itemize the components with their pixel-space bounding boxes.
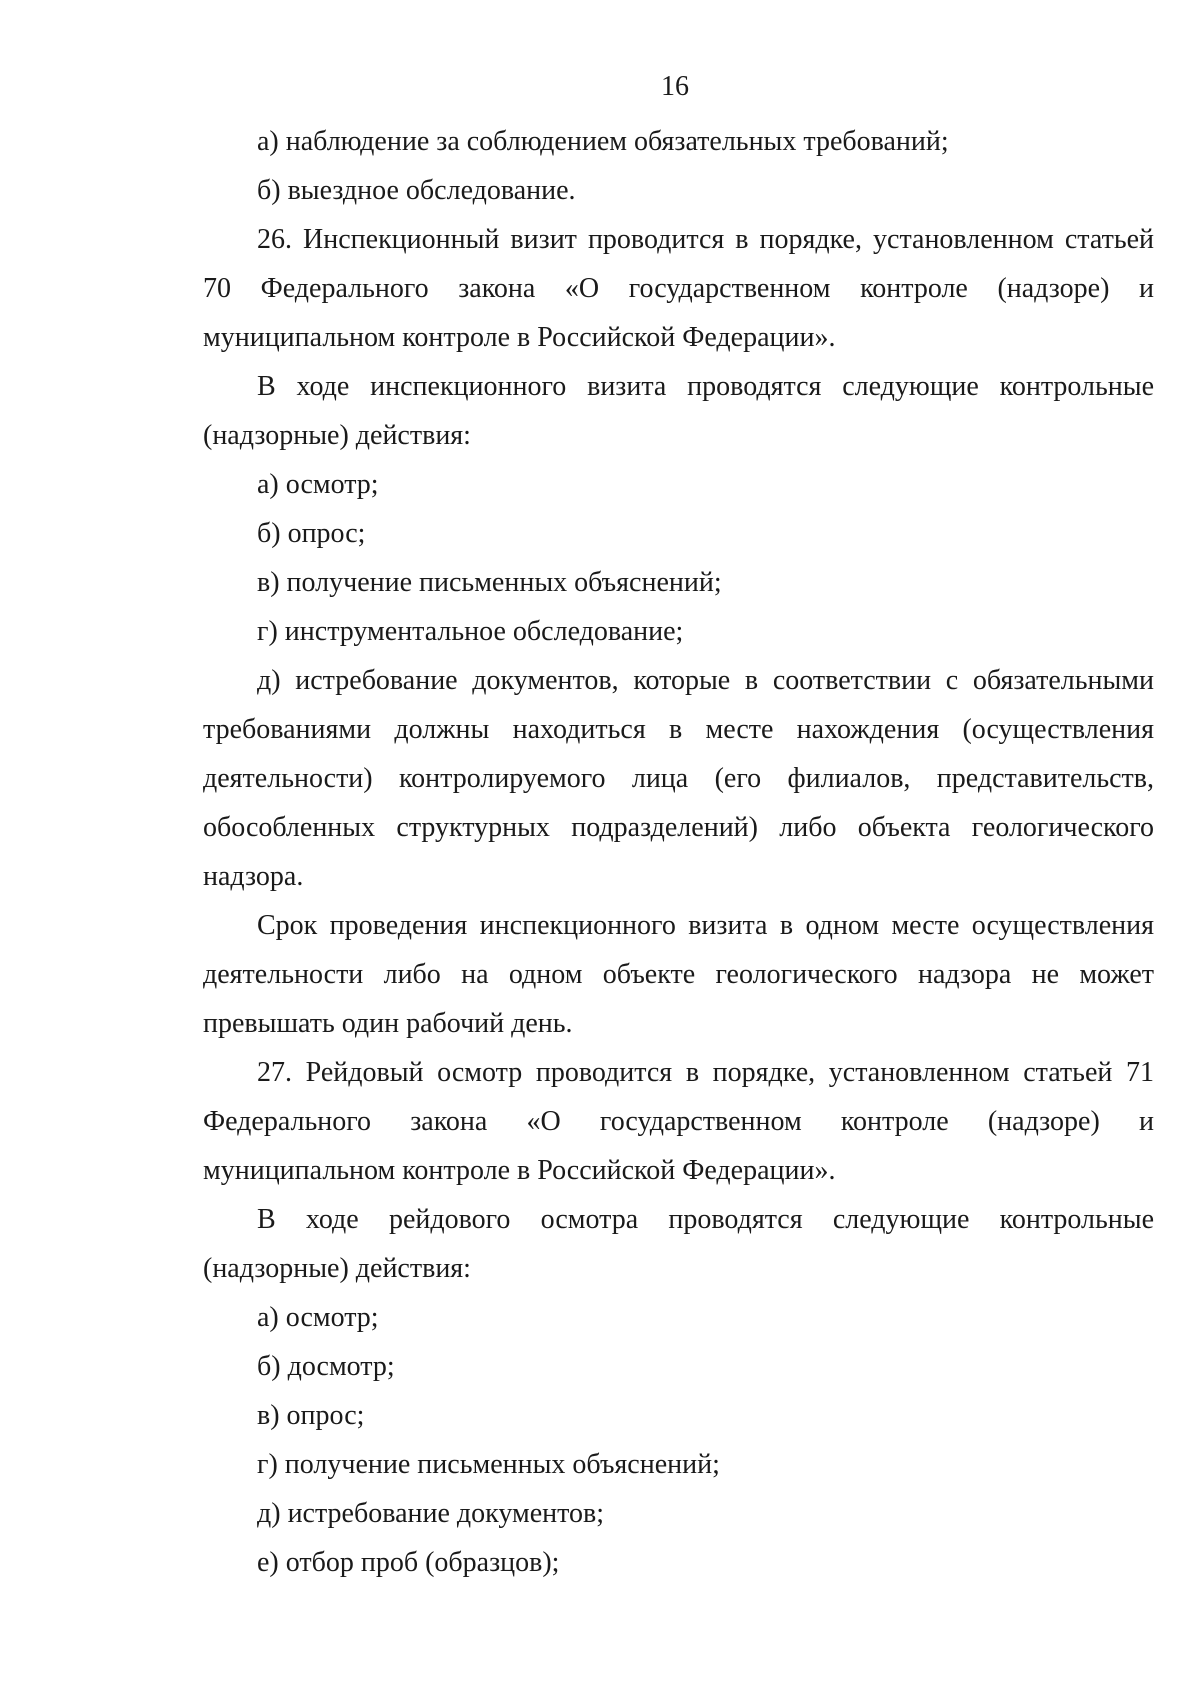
document-body [203,117,1154,1587]
raid-inspection-actions-intro: В ходе рейдового осмотра проводятся следующие контрольные (надзорные) действия: [203,1204,1154,1284]
list-item-interview: б) опрос; [257,518,366,549]
clause-26: 26. Инспекционный визит проводится в порядке, установленном статьей 70 Федерального закона «О государственном контроле (надзоре) и муниципальном контроле в Российской Федерации». [203,224,1154,353]
list-item-field-survey: б) выездное обследование. [257,175,576,206]
list-item-raid-inspection: а) осмотр; [257,1302,379,1333]
list-item-raid-interview: в) опрос; [257,1400,365,1431]
clause-27: 27. Рейдовый осмотр проводится в порядке, установленном статьей 71 Федерального закона «О государственном контроле (надзоре) и муниципальном контроле в Российской Федерации». [203,1057,1154,1186]
inspection-visit-actions-intro: В ходе инспекционного визита проводятся следующие контрольные (надзорные) действия: [203,371,1154,451]
list-item-instrumental-survey: г) инструментальное обследование; [257,616,684,647]
list-item-written-explanations: в) получение письменных объяснений; [257,567,722,598]
inspection-visit-duration: Срок проведения инспекционного визита в одном месте осуществления деятельности либо на одном объекте геологического надзора не может превышать один рабочий день. [203,910,1154,1039]
list-item-observation: а) наблюдение за соблюдением обязательных требований; [257,126,949,157]
list-item-sampling: е) отбор проб (образцов); [257,1547,560,1578]
list-item-inspection: а) осмотр; [257,469,379,500]
list-item-raid-written-explanations: г) получение письменных объяснений; [257,1449,720,1480]
page-number: 16 [661,71,689,102]
list-item-raid-document-request: д) истребование документов; [257,1498,604,1529]
list-item-search: б) досмотр; [257,1351,395,1382]
list-item-document-request: д) истребование документов, которые в соответствии с обязательными требованиями должны находиться в месте нахождения (осуществления деятельности) контролируемого лица (его филиалов, представительств, обособленных структурных подразделений) либо объекта геологического надзора. [203,665,1154,892]
